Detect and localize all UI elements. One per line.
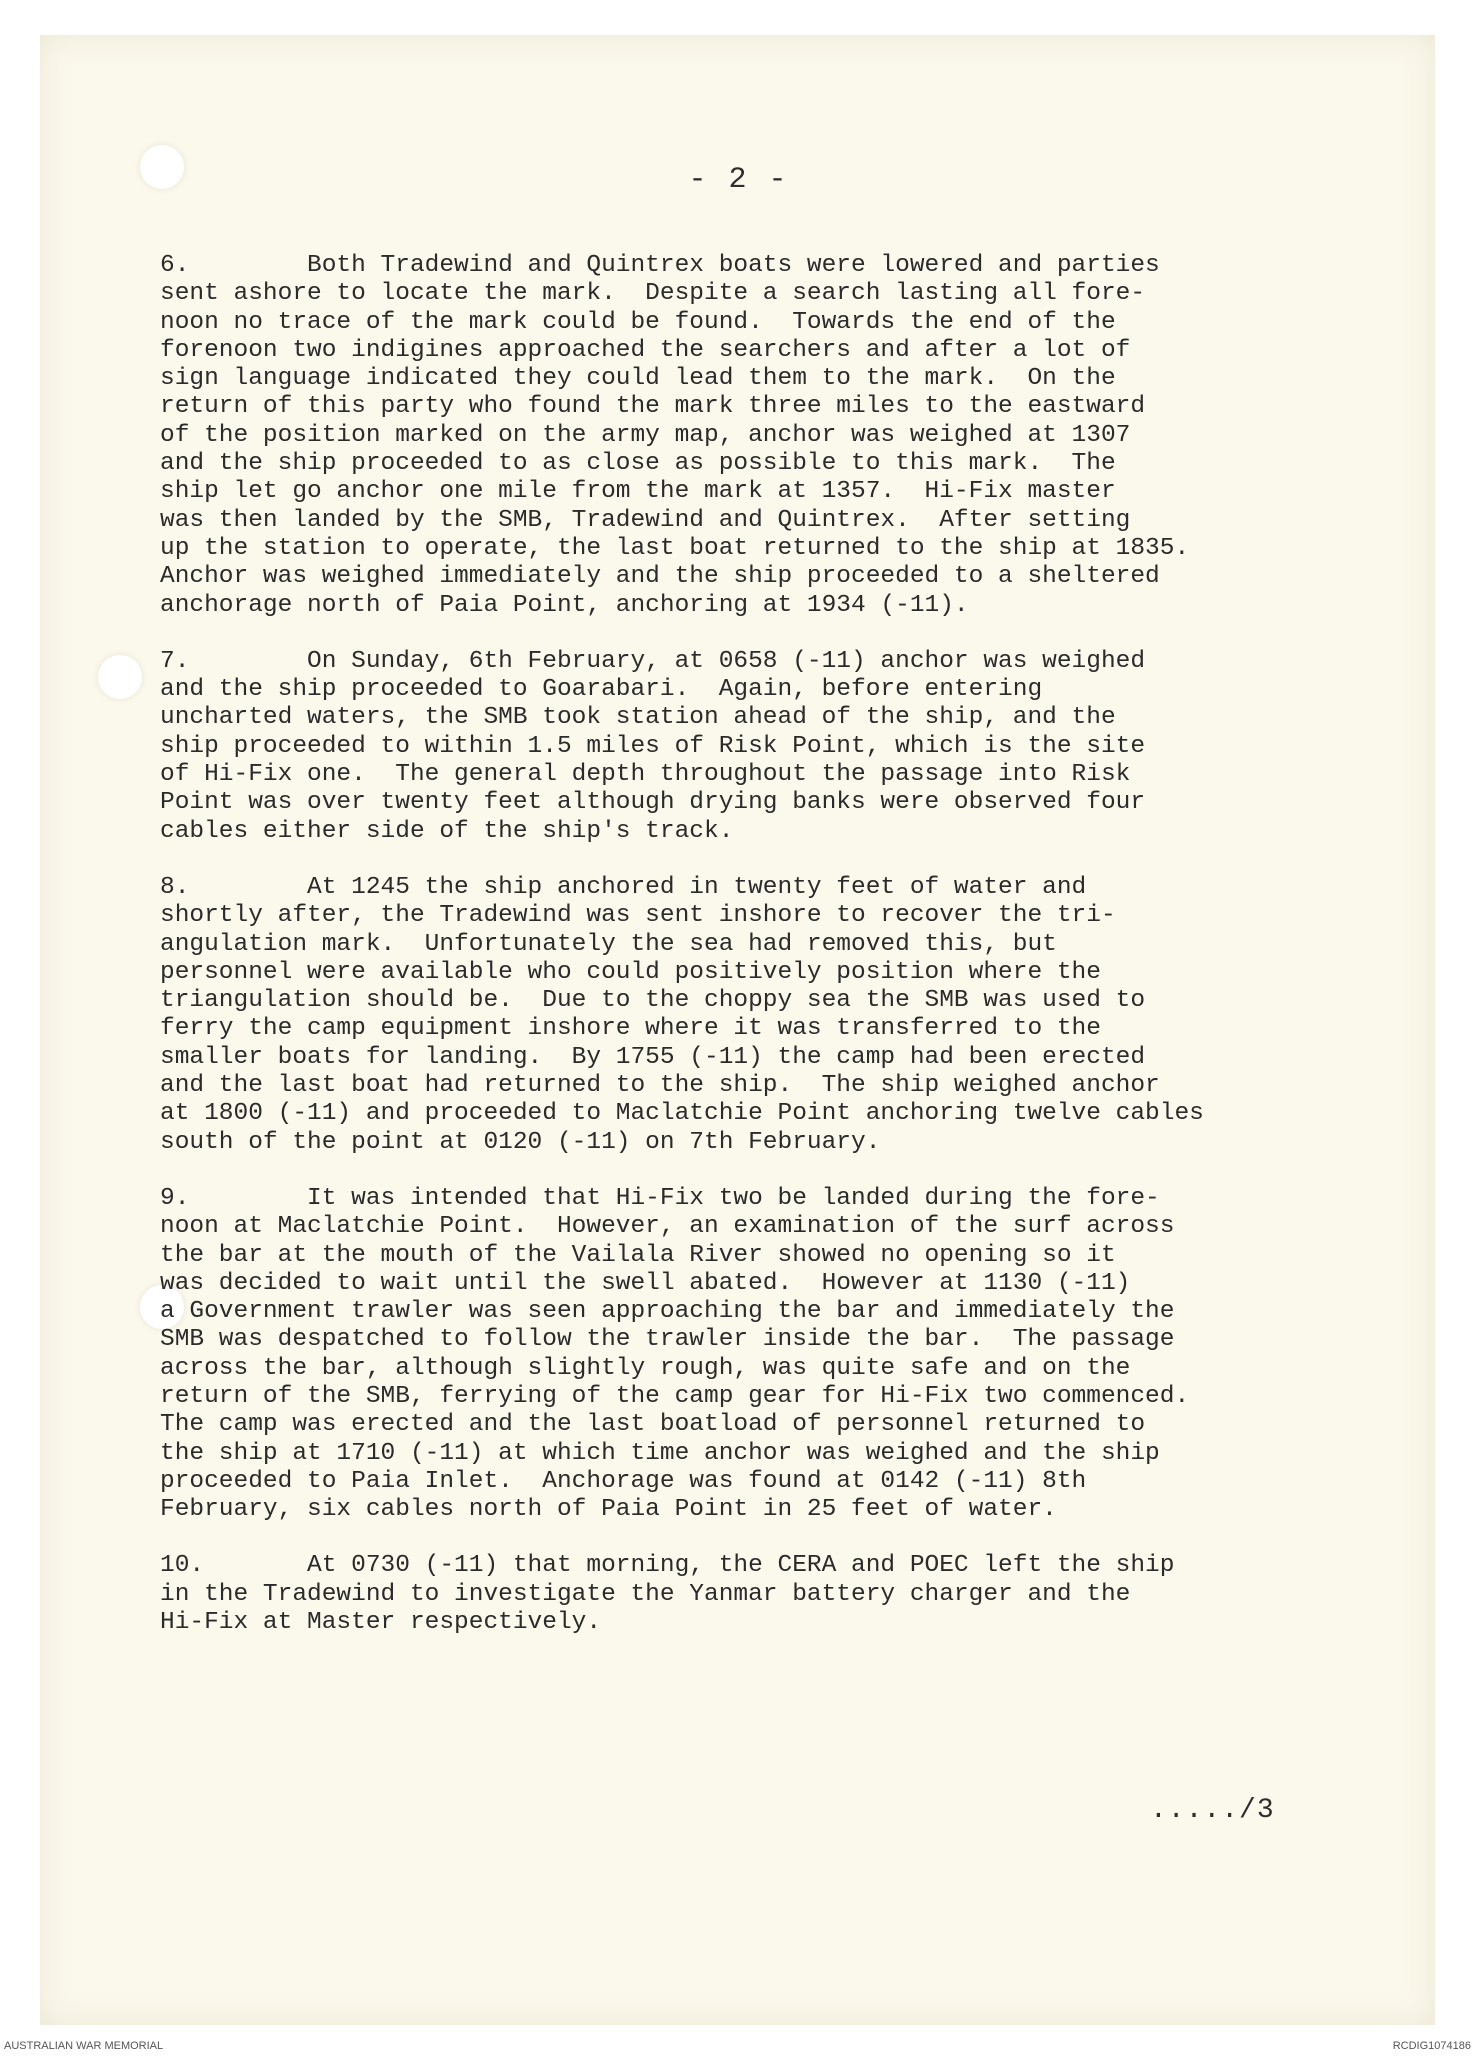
text-line: noon no trace of the mark could be found. Towards the end of the (160, 308, 1116, 336)
text-line: Hi-Fix at Master respectively. (160, 1609, 602, 1637)
text-line: proceeded to Paia Inlet. Anchorage was found at 0142 (-11) 8th (160, 1467, 1087, 1495)
text-line: ship let go anchor one mile from the mark at 1357. Hi-Fix master (160, 478, 1116, 506)
text-line: the bar at the mouth of the Vailala River showed no opening so it (160, 1241, 1116, 1269)
text-line: at 1800 (-11) and proceeded to Maclatchie Point anchoring twelve cables (160, 1100, 1204, 1128)
text-line: Point was over twenty feet although drying banks were observed four (160, 789, 1146, 817)
text-line: return of this party who found the mark three miles to the eastward (160, 393, 1146, 421)
paragraph-9 (160, 1185, 1360, 1525)
text-line: return of the SMB, ferrying of the camp gear for Hi-Fix two commenced. (160, 1382, 1190, 1410)
text-line: a Government trawler was seen approaching the bar and immediately the (160, 1298, 1175, 1326)
text-line: south of the point at 0120 (-11) on 7th February. (160, 1128, 881, 1156)
page-number: - 2 - (688, 163, 789, 197)
text-line: the ship at 1710 (-11) at which time anchor was weighed and the ship (160, 1439, 1160, 1467)
text-line: SMB was despatched to follow the trawler inside the bar. The passage (160, 1326, 1175, 1354)
text-line: Anchor was weighed immediately and the ship proceeded to a sheltered (160, 563, 1160, 591)
text-line: ship proceeded to within 1.5 miles of Risk Point, which is the site (160, 732, 1146, 760)
punch-hole-middle (98, 655, 142, 699)
text-line: 6. Both Tradewind and Quintrex boats were lowered and parties (160, 252, 1160, 279)
text-line: up the station to operate, the last boat returned to the ship at 1835. (160, 534, 1190, 562)
text-line: personnel were available who could positively position where the (160, 958, 1101, 986)
text-line: ferry the camp equipment inshore where it was transferred to the (160, 1015, 1101, 1043)
text-line: sent ashore to locate the mark. Despite a search lasting all fore- (160, 280, 1146, 308)
text-line: 10. At 0730 (-11) that morning, the CERA and POEC left the ship (160, 1552, 1175, 1580)
paragraph-7 (160, 648, 1360, 846)
text-line: and the ship proceeded to Goarabari. Again, before entering (160, 676, 1043, 704)
text-line: sign language indicated they could lead them to the mark. On the (160, 365, 1116, 393)
continued-marker: ...../3 (1150, 1795, 1275, 1826)
text-line: and the last boat had returned to the ship. The ship weighed anchor (160, 1072, 1160, 1100)
text-line: was decided to wait until the swell abated. However at 1130 (-11) (160, 1269, 1131, 1297)
text-line: The camp was erected and the last boatload of personnel returned to (160, 1411, 1146, 1439)
paragraph-8 (160, 874, 1360, 1157)
text-line: forenoon two indigines approached the searchers and after a lot of (160, 336, 1131, 364)
text-line: triangulation should be. Due to the choppy sea the SMB was used to (160, 987, 1146, 1015)
text-line: smaller boats for landing. By 1755 (-11) the camp had been erected (160, 1043, 1146, 1071)
text-line: and the ship proceeded to as close as possible to this mark. The (160, 450, 1116, 478)
footer-reference-id: RCDIG1074186 (1392, 2040, 1471, 2052)
paragraph-6 (160, 252, 1360, 620)
footer-source: AUSTRALIAN WAR MEMORIAL (4, 2040, 164, 2052)
text-line: February, six cables north of Paia Point in 25 feet of water. (160, 1496, 1057, 1524)
text-line: shortly after, the Tradewind was sent inshore to recover the tri- (160, 902, 1116, 930)
text-line: of the position marked on the army map, anchor was weighed at 1307 (160, 421, 1131, 449)
paragraph-10 (160, 1552, 1360, 1637)
text-line: angulation mark. Unfortunately the sea had removed this, but (160, 930, 1057, 958)
text-line: 8. At 1245 the ship anchored in twenty feet of water and (160, 873, 1087, 901)
document-body (160, 252, 1360, 1665)
text-line: noon at Maclatchie Point. However, an examination of the surf across (160, 1213, 1175, 1241)
text-line: cables either side of the ship's track. (160, 817, 734, 845)
text-line: 7. On Sunday, 6th February, at 0658 (-11) anchor was weighed (160, 647, 1146, 675)
text-line: of Hi-Fix one. The general depth throughout the passage into Risk (160, 761, 1131, 789)
text-line: anchorage north of Paia Point, anchoring at 1934 (-11). (160, 591, 969, 619)
text-line: across the bar, although slightly rough, was quite safe and on the (160, 1354, 1131, 1382)
text-line: uncharted waters, the SMB took station ahead of the ship, and the (160, 704, 1116, 732)
text-line: in the Tradewind to investigate the Yanmar battery charger and the (160, 1580, 1131, 1608)
text-line: was then landed by the SMB, Tradewind and Quintrex. After setting (160, 506, 1131, 534)
text-line: 9. It was intended that Hi-Fix two be landed during the fore- (160, 1184, 1160, 1212)
